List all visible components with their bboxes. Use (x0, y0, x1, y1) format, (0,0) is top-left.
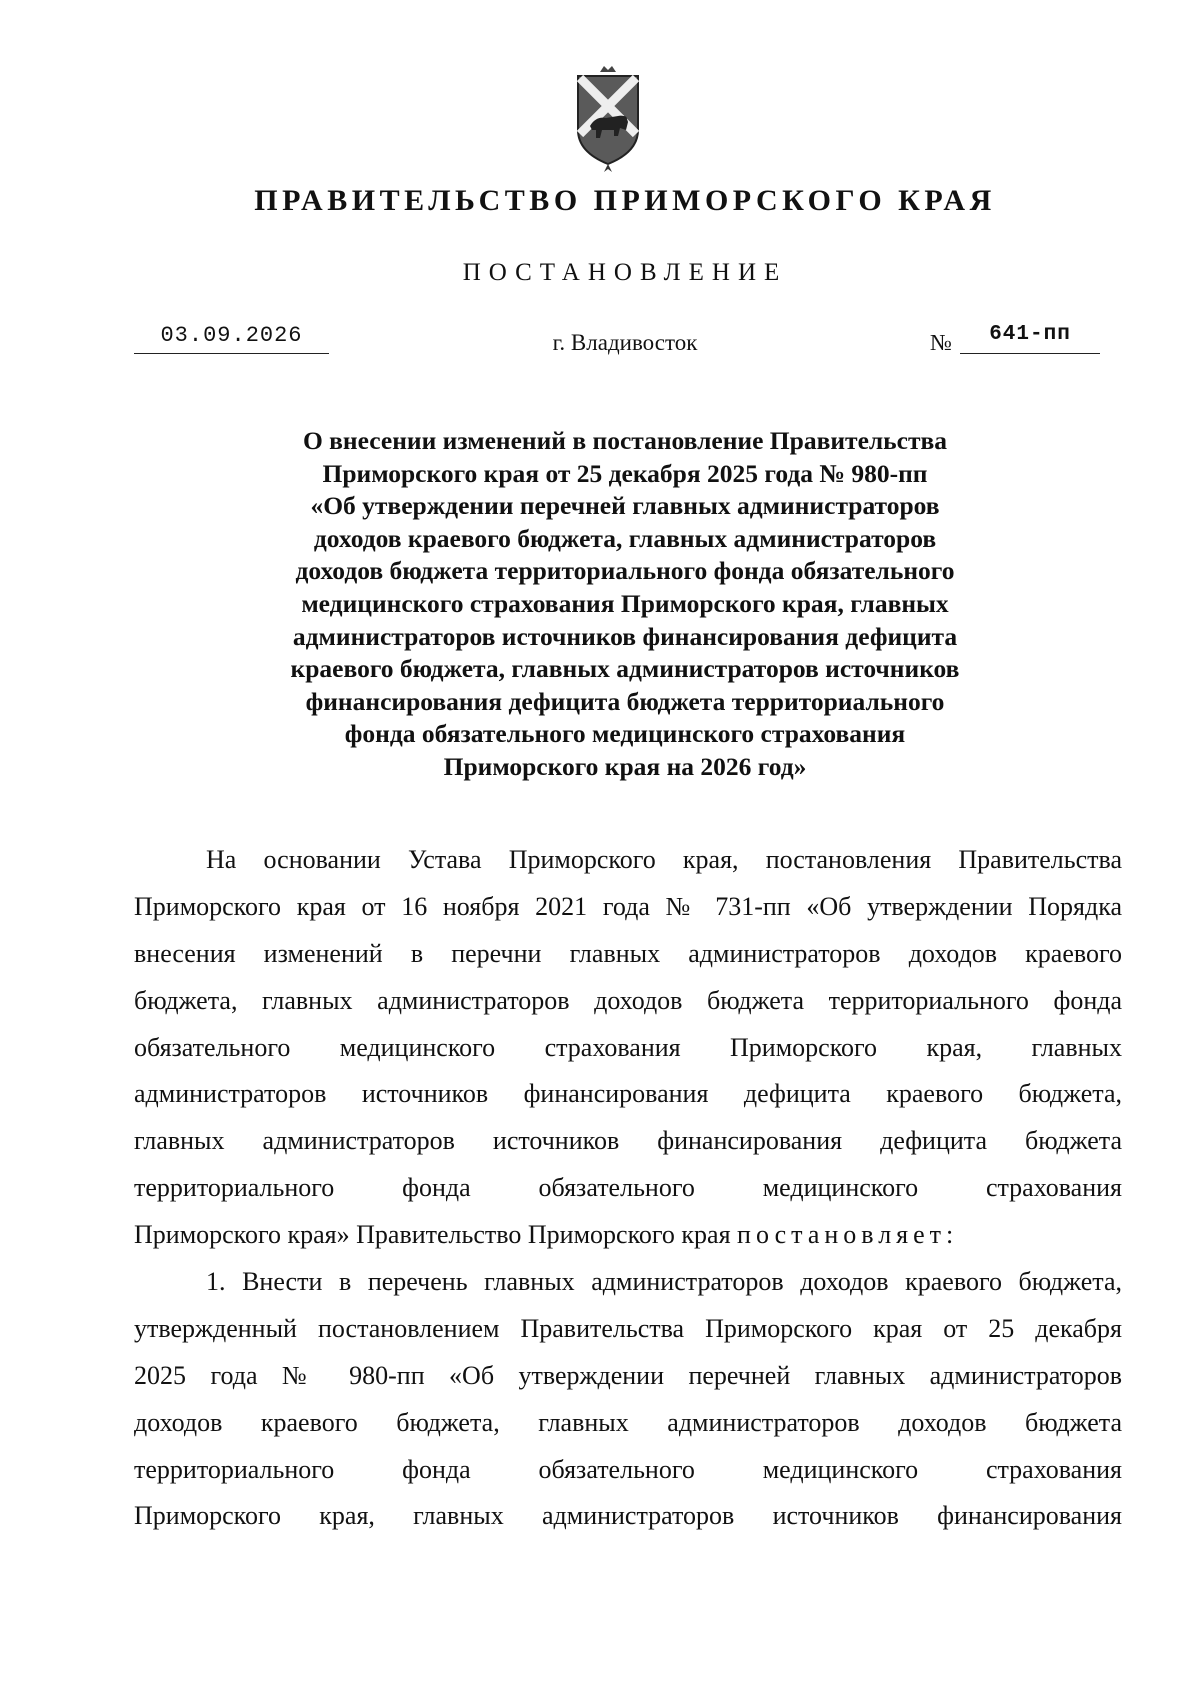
body-line: внесения изменений в перечни главных администраторов доходов краевого (134, 938, 1122, 968)
body-line-resolution (134, 1212, 1122, 1259)
document-number-block (930, 322, 1110, 354)
body-line: 1. Внести в перечень главных администраторов доходов краевого бюджета, (206, 1267, 1122, 1297)
body-line: Приморского края, главных администраторов источников финансирования (134, 1501, 1122, 1531)
document-heading (180, 425, 1070, 784)
document-city: г. Владивосток (552, 330, 698, 355)
heading-line: администраторов источников финансирования дефицита (292, 621, 958, 651)
body-line-text: Приморского края» Правительство Приморского края (134, 1220, 738, 1250)
body-line: администраторов источников финансирования дефицита краевого бюджета, (134, 1079, 1122, 1109)
body-line: 2025 года № 980-пп «Об утверждении перечней главных администраторов (134, 1360, 1122, 1390)
body-line: На основании Устава Приморского края, постановления Правительства (206, 845, 1122, 874)
heading-line: краевого бюджета, главных администраторов источников (290, 654, 960, 684)
organization-title: ПРАВИТЕЛЬСТВО ПРИМОРСКОГО КРАЯ (254, 184, 996, 217)
resolves-word: постановляет: (737, 1220, 959, 1250)
heading-line: доходов бюджета территориального фонда обязательного (295, 556, 955, 586)
heading-line: медицинского страхования Приморского края, главных (301, 588, 949, 618)
body-line: обязательного медицинского страхования Приморского края, главных (134, 1032, 1122, 1062)
heading-line: О внесении изменений в постановление Правительства (302, 426, 948, 455)
number-sign: № (930, 330, 952, 355)
body-line: бюджета, главных администраторов доходов бюджета территориального фонда (134, 985, 1122, 1015)
document-number: 641-пп (960, 322, 1100, 354)
heading-line: Приморского края от 25 декабря 2025 года № 980-пп (322, 458, 928, 488)
body-line: доходов краевого бюджета, главных администраторов доходов бюджета (134, 1407, 1122, 1437)
document-body (134, 837, 1122, 1540)
heading-line: финансирования дефицита бюджета территориального (305, 686, 945, 716)
body-line: Приморского края от 16 ноября 2021 года № 731-пп «Об утверждении Порядка (134, 891, 1122, 921)
document-date: 03.09.2026 (134, 322, 329, 354)
body-line: главных администраторов источников финансирования дефицита бюджета (134, 1126, 1122, 1156)
coat-of-arms-icon (570, 64, 646, 174)
body-line: утвержденный постановлением Правительства Приморского края от 25 декабря (134, 1313, 1122, 1343)
body-line: территориального фонда обязательного медицинского страхования (134, 1454, 1122, 1484)
document-type: ПОСТАНОВЛЕНИЕ (462, 259, 788, 286)
heading-line: фонда обязательного медицинского страхования (344, 719, 906, 749)
heading-line: Приморского края на 2026 год» (443, 751, 807, 781)
heading-line: доходов краевого бюджета, главных администраторов (313, 523, 937, 553)
heading-line: «Об утверждении перечней главных администраторов (310, 491, 940, 521)
body-line: территориального фонда обязательного медицинского страхования (134, 1173, 1122, 1203)
